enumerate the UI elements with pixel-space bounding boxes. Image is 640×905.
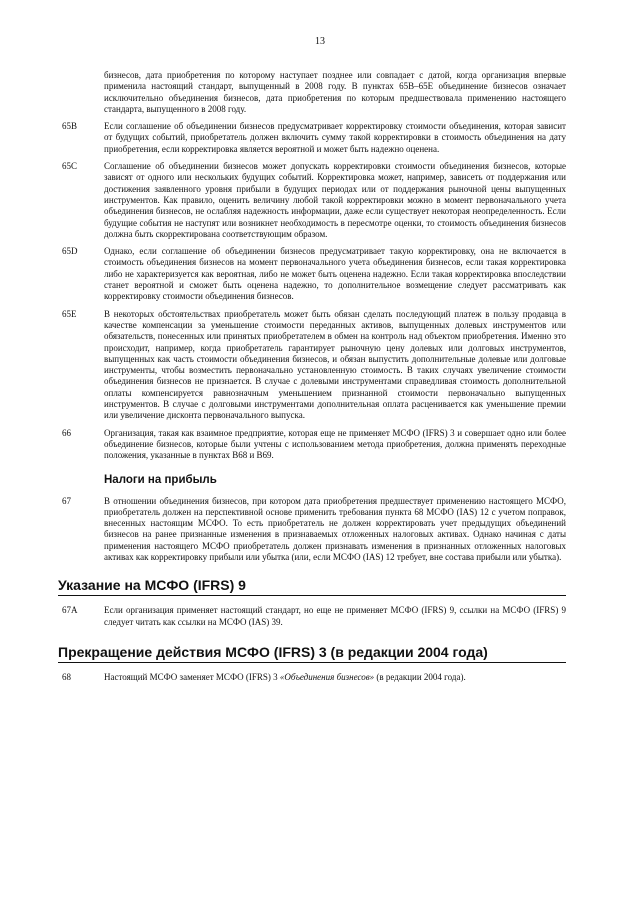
paragraph-text: В некоторых обстоятельствах приобретатель может быть обязан сделать последующий платеж в пользу продавца в качестве компенсации за уменьшение стоимости переданных активов, выпущенных долевых инструментов или обязательств, понесенных или принятых приобретателем в обмен на контроль над объектом приобретения. Именно это происходит, например, когда приобретатель гарантирует рыночную цену долевых или долговых инструментов, выпущенных как часть стоимости объединения бизнесов, и обязан выпустить дополнительные долевые или долговые инструменты, чтобы возместить первоначально установленную стоимость. В таких случаях увеличение стоимости объединения бизнесов не признается. В случае с долевыми инструментами справедливая стоимость дополнительной оплаты компенсируется равнозначным уменьшением признанной стоимости первоначально выпущенных инструментов. В случае с долговыми инструментами дополнительная оплата расценивается как уменьшение премии или увеличение дисконта первоначального выпуска. — [104, 308, 566, 421]
paragraph-text-before: Настоящий МСФО заменяет МСФО (IFRS) 3 — [104, 671, 280, 682]
paragraph-list-65 — [62, 121, 566, 461]
page-content — [58, 70, 566, 689]
paragraph-66 — [62, 428, 566, 462]
paragraph-number: 65D — [62, 246, 78, 257]
paragraph-number: 65B — [62, 121, 78, 132]
paragraph-65e — [62, 309, 566, 422]
paragraph-67 — [62, 496, 566, 564]
paragraph-text: Однако, если соглашение об объединении бизнесов предусматривает такую корректировку, она не включается в стоимость объединения бизнесов на момент первоначального учета объединения бизнесов, если такая корректировка либо не характеризуется как вероятная, либо не может быть оценена надежно. Если такая корректировка впоследствии станет вероятной и сможет быть оценена надежно, то дополнительное возмещение следует рассматривать как корректировку стоимости объединения бизнесов. — [104, 246, 566, 302]
paragraph-65d — [62, 246, 566, 302]
subheading-income-taxes: Налоги на прибыль — [104, 473, 217, 486]
intro-continuation-text: бизнесов, дата приобретения по которому наступает позднее или совпадает с датой, когда организация впервые применила настоящий стандарт, выпущенный в 2008 году. В пунктах 65B–65E объединение бизнесов означает исключительно объединения бизнесов, дата приобретения по которым предшествовала применению настоящего стандарта, выпущенного в 2008 году. — [104, 70, 566, 114]
paragraph-text: Соглашение об объединении бизнесов может допускать корректировки стоимости объединения бизнесов, которые зависят от одного или нескольких будущих событий. Корректировка может, например, зависеть от поддержания или достижения заявленного уровня прибыли в будущих периодах или от поддержания рыночной цены выпущенных инструментов. Как правило, оценить величину любой такой корректировки можно в момент первоначального учета объединения бизнесов, не ослабляя надежность информации, даже если существует некоторая неопределенность. Если будущие события не наступят или возникнет необходимость в пересмотре оценки, то стоимость объединения бизнесов должна быть скорректирована соответствующим образом. — [104, 161, 566, 239]
standard-title-italic: «Объединения бизнесов» — [279, 671, 375, 682]
section-heading-withdrawal-ifrs3: Прекращение действия МСФО (IFRS) 3 (в редакции 2004 года) — [58, 644, 566, 663]
paragraph-number: 67A — [62, 605, 78, 616]
paragraph-number: 68 — [62, 671, 71, 682]
paragraph-text-after: (в редакции 2004 года). — [374, 671, 466, 682]
paragraph-67a — [62, 605, 566, 628]
paragraph-65c — [62, 161, 566, 240]
paragraph-number: 66 — [62, 427, 71, 438]
paragraph-text: Если соглашение об объединении бизнесов предусматривает корректировку стоимости объединения, которая зависит от будущих событий, приобретатель должен включить сумму такой корректировки в стоимость объединения на дату приобретения, если корректировка является вероятной и может быть надежно оценена. — [104, 121, 566, 154]
section-heading-ifrs9-reference: Указание на МСФО (IFRS) 9 — [58, 577, 566, 596]
paragraph-number: 67 — [62, 495, 71, 506]
paragraph-text — [104, 672, 566, 683]
paragraph-text: В отношении объединения бизнесов, при котором дата приобретения предшествует применению настоящего МСФО, приобретатель должен на перспективной основе применить требования пункта 68 МСФО (IAS) 12 с учетом поправок, внесенных настоящим МСФО. То есть приобретатель не должен корректировать учет предыдущих объединений бизнесов на ранее признанные изменения в признаваемых отложенных налоговых активах. Однако начиная с даты применения настоящего МСФО приобретатель должен признавать изменения в признанных отложенных налоговых активах как корректировку прибыли или убытка (или, если МСФО (IAS) 12 требует, вне состава прибыли или убытка). — [104, 495, 566, 562]
paragraph-text: Организация, такая как взаимное предприятие, которая еще не применяет МСФО (IFRS) 3 и совершает одно или более объединение бизнесов, которые были учтены с использованием метода приобретения, должна применять переходные положения, указанные в пунктах B68 и B69. — [104, 427, 566, 461]
paragraph-number: 65E — [62, 308, 77, 319]
paragraph-68 — [62, 672, 566, 683]
paragraph-text: Если организация применяет настоящий стандарт, но еще не применяет МСФО (IFRS) 9, ссылки на МСФО (IFRS) 9 следует читать как ссылки на МСФО (IAS) 39. — [104, 605, 566, 627]
paragraph-number: 65C — [62, 161, 78, 172]
page-number: 13 — [315, 36, 325, 47]
paragraph-65b — [62, 121, 566, 155]
